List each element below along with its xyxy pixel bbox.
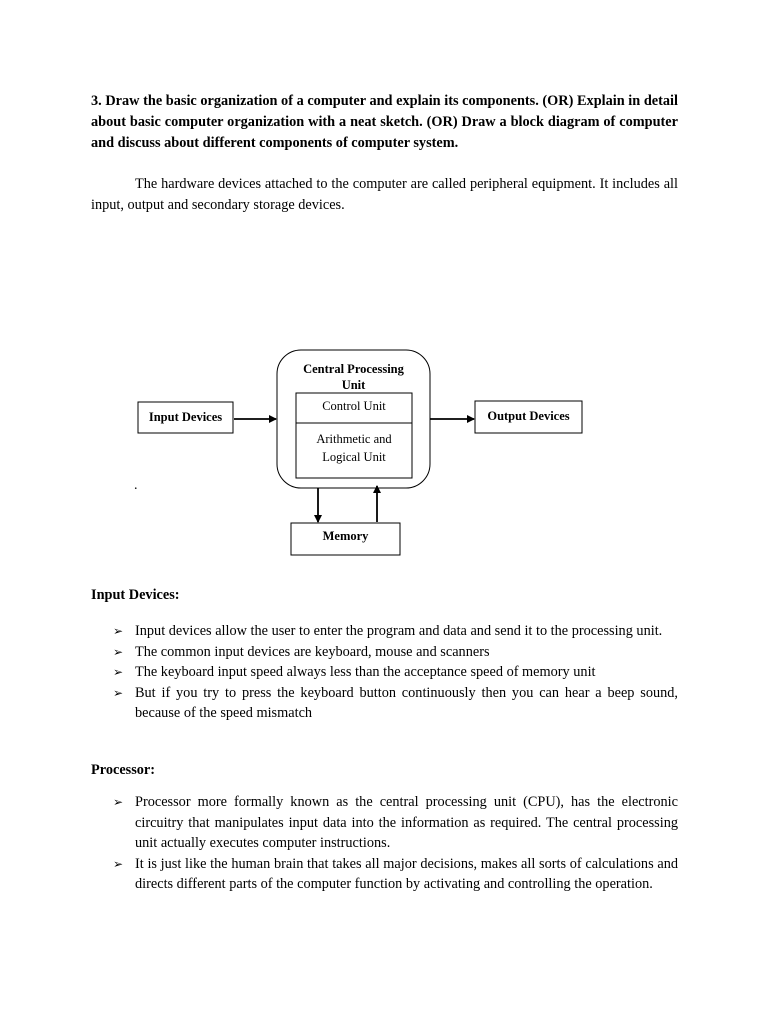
output-devices-label: Output Devices bbox=[487, 409, 570, 423]
list-item: ➢ But if you try to press the keyboard button continuously then you can hear a beep sound, because of the speed mismatch bbox=[113, 684, 678, 721]
arrow-bullet-icon: ➢ bbox=[113, 644, 124, 659]
list-item: ➢ It is just like the human brain that takes all major decisions, makes all sorts of calculations and directs different parts of the computer function by activating and controlling the operation. bbox=[113, 855, 678, 892]
computer-block-diagram bbox=[0, 340, 768, 560]
list-item: ➢ Input devices allow the user to enter the program and data and send it to the processing unit. bbox=[113, 621, 678, 642]
intro-paragraph: The hardware devices attached to the computer are called peripheral equipment. It includes all input, output and secondary storage devices. bbox=[91, 176, 678, 213]
cpu-title-line2: Unit bbox=[341, 378, 366, 392]
cpu-title-line1: Central Processing bbox=[303, 362, 404, 376]
processor-heading: Processor: bbox=[91, 762, 156, 778]
alu-label-line1: Arithmetic and bbox=[316, 432, 392, 446]
stray-dot: . bbox=[134, 478, 138, 493]
list-item: ➢ Processor more formally known as the central processing unit (CPU), has the electronic circuitry that manipulates input data into the information as required. The central processing unit actually executes computer instructions. bbox=[113, 794, 678, 851]
arrow-bullet-icon: ➢ bbox=[113, 795, 124, 809]
arrow-bullet-icon: ➢ bbox=[113, 856, 124, 871]
list-item: ➢ The keyboard input speed always less than the acceptance speed of memory unit bbox=[113, 662, 678, 683]
input-devices-heading: Input Devices: bbox=[91, 587, 180, 603]
input-devices-label: Input Devices bbox=[148, 410, 223, 424]
arrow-bullet-icon: ➢ bbox=[113, 685, 124, 700]
control-unit-label: Control Unit bbox=[322, 399, 386, 413]
processor-list bbox=[113, 792, 678, 895]
question-heading: 3. Draw the basic organization of a computer and explain its components. (OR) Explain in detail about basic computer organization with a neat sketch. (OR) Draw a block diagram of computer and discuss about different components of computer system. bbox=[91, 93, 678, 151]
list-item: ➢ The common input devices are keyboard, mouse and scanners bbox=[113, 642, 678, 663]
arrow-bullet-icon: ➢ bbox=[113, 624, 124, 638]
input-devices-list bbox=[113, 621, 678, 724]
alu-label-line2: Logical Unit bbox=[322, 450, 386, 464]
arrow-bullet-icon: ➢ bbox=[113, 665, 124, 679]
memory-label: Memory bbox=[322, 529, 369, 543]
